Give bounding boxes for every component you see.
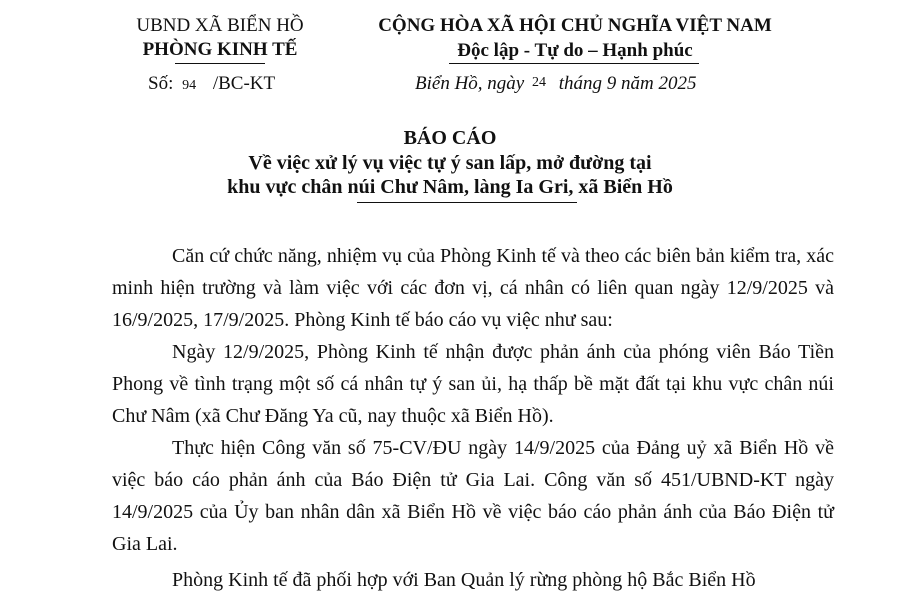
number-prefix: Số: [148, 73, 174, 94]
date-suffix: tháng 9 năm 2025 [558, 73, 697, 94]
report-subject-line-2: khu vực chân núi Chư Nâm, làng Ia Gri, xã Biển Hồ [227, 176, 673, 198]
national-title: CỘNG HÒA XÃ HỘI CHỦ NGHĨA VIỆT NAM [378, 15, 772, 36]
report-body [112, 240, 834, 596]
motto-underline [449, 63, 699, 64]
paragraph-directives: Thực hiện Công văn số 75-CV/ĐU ngày 14/9/2025 của Đảng uỷ xã Biển Hồ về việc báo cáo phản ánh của Báo Điện tử Gia Lai. Công văn số 451/UBND-KT ngày 14/9/2025 của Ủy ban nhân dân xã Biển Hồ về việc báo cáo phản ánh của Báo Điện tử Gia Lai. [112, 437, 834, 555]
paragraph-legal-basis: Căn cứ chức năng, nhiệm vụ của Phòng Kinh tế và theo các biên bản kiểm tra, xác minh hiện trường và làm việc với các đơn vị, cá nhân có liên quan ngày 12/9/2025 và 16/9/2025, 17/9/2025. Phòng Kinh tế báo cáo vụ việc như sau: [112, 245, 834, 331]
paragraph-coordination: Phòng Kinh tế đã phối hợp với Ban Quản lý rừng phòng hộ Bắc Biển Hồ [172, 569, 756, 591]
paragraph-complaint: Ngày 12/9/2025, Phòng Kinh tế nhận được phản ánh của phóng viên Báo Tiền Phong về tình trạng một số cá nhân tự ý san ủi, hạ thấp bề mặt đất tại khu vực chân núi Chư Nâm (xã Chư Đăng Ya cũ, nay thuộc xã Biển Hồ). [112, 341, 834, 427]
issuing-agency: UBND XÃ BIỂN HỒ [136, 15, 304, 36]
document-number [148, 73, 275, 95]
date-day: 24 [531, 75, 546, 90]
department-underline [175, 63, 265, 64]
title-underline [357, 202, 577, 203]
issuing-department: PHÒNG KINH TẾ [142, 39, 298, 60]
date-prefix: Biển Hồ, ngày [415, 73, 525, 94]
report-subject-line-1: Về việc xử lý vụ việc tự ý san lấp, mở đường tại [248, 152, 652, 174]
number-suffix: /BC-KT [212, 73, 276, 94]
national-motto: Độc lập - Tự do – Hạnh phúc [457, 40, 693, 61]
issue-date [415, 73, 696, 95]
number-value: 94 [182, 78, 197, 93]
report-heading: BÁO CÁO [403, 127, 497, 149]
